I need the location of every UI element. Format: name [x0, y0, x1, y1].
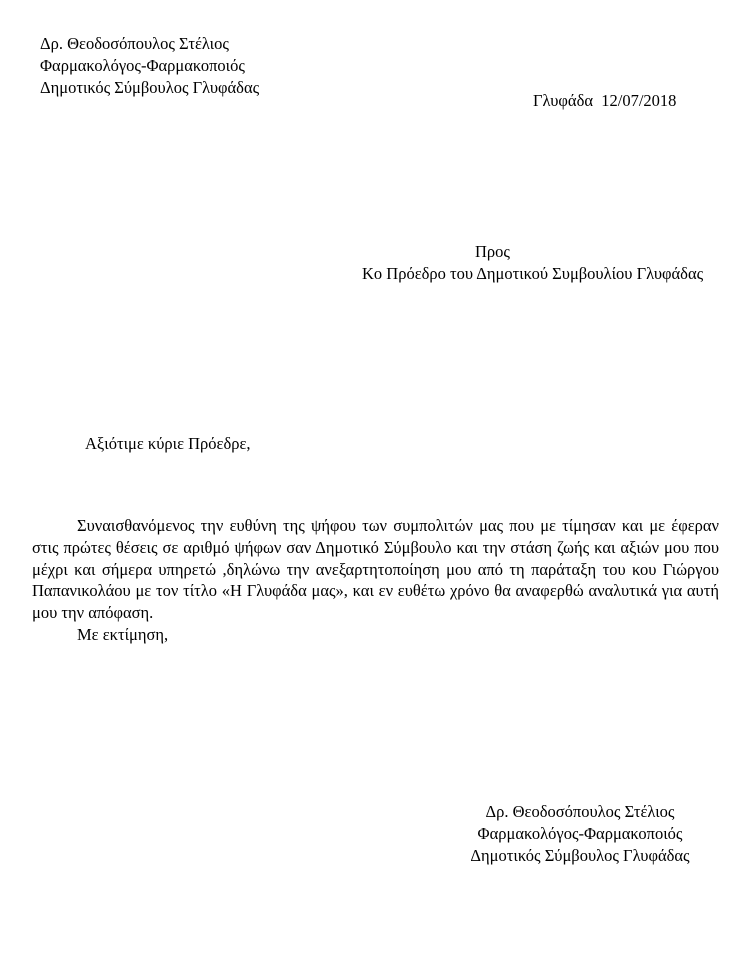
body-paragraph: Συναισθανόμενος την ευθύνη της ψήφου των συμπολιτών μας που με τίμησαν και με έφεραν στις πρώτες θέσεις σε αριθμό ψήφων σαν Δημοτικό Σύμβουλο και την στάση ζωής και αξιών μου που μέχρι και σήμερα υπηρετώ ,δηλώνω την ανεξαρτητοποίηση μου από τη παράταξη του κου Γιώργου Παπανικολάου με τον τίτλο «Η Γλυφάδα μας», και εν ευθέτω χρόνο θα αναφερθώ αναλυτικά για αυτή μου την απόφαση. — [32, 516, 719, 623]
signature-profession: Φαρμακολόγος-Φαρμακοποιός — [477, 824, 683, 843]
signature-block — [430, 801, 730, 867]
place-date-line: Γλυφάδα 12/07/2018 — [533, 91, 677, 110]
salutation: Αξιότιμε κύριε Πρόεδρε, — [85, 434, 251, 453]
sender-name: Δρ. Θεοδοσόπουλος Στέλιος — [40, 34, 229, 53]
recipient-line: Κο Πρόεδρο του Δημοτικού Συμβουλίου Γλυφάδας — [362, 264, 704, 283]
sender-block — [40, 33, 259, 99]
signature-title: Δημοτικός Σύμβουλος Γλυφάδας — [470, 846, 690, 865]
sender-profession: Φαρμακολόγος-Φαρμακοποιός — [40, 56, 245, 75]
sender-title: Δημοτικός Σύμβουλος Γλυφάδας — [40, 78, 260, 97]
letter-body — [32, 515, 719, 646]
recipient-heading: Προς — [475, 242, 510, 261]
signature-name: Δρ. Θεοδοσόπουλος Στέλιος — [485, 802, 675, 821]
closing-line: Με εκτίμηση, — [77, 624, 169, 644]
